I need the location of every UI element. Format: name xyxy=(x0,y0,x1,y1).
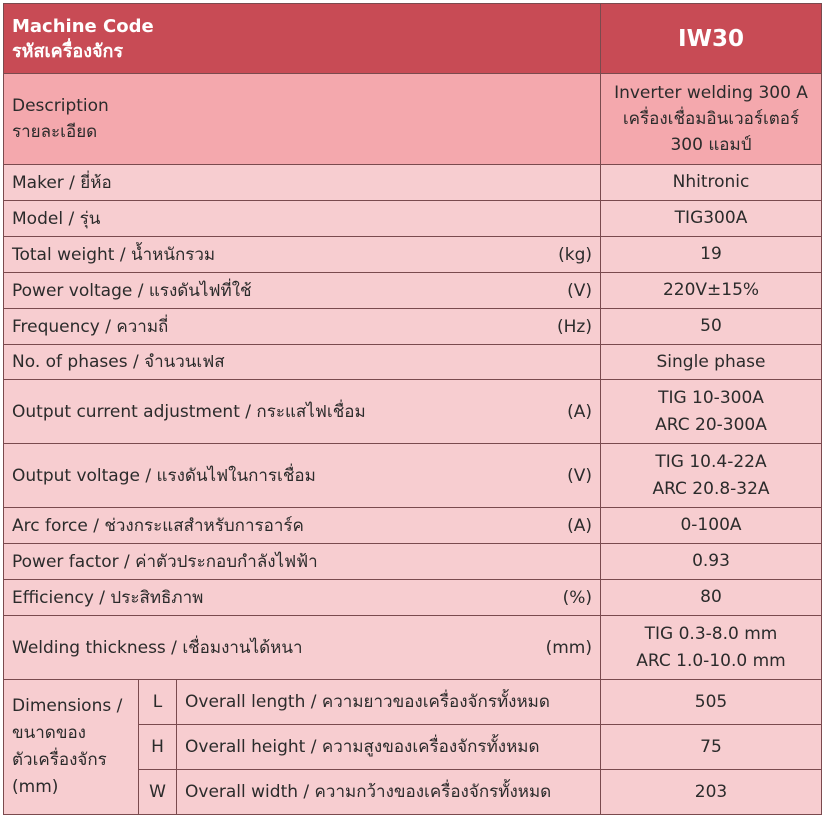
spec-value: Nhitronic xyxy=(601,165,822,201)
machine-code-label-en: Machine Code xyxy=(12,15,154,37)
spec-table xyxy=(3,3,822,815)
spec-value: 80 xyxy=(601,580,822,616)
spec-label xyxy=(4,616,601,680)
machine-code-label-th: รหัสเครื่องจักร xyxy=(12,40,124,62)
spec-value: 220V±15% xyxy=(601,273,822,309)
spec-value-line: TIG 0.3-8.0 mm xyxy=(644,623,778,644)
spec-value: 0.93 xyxy=(601,544,822,580)
spec-label-text: Output voltage / แรงดันไฟในการเชื่อม xyxy=(12,465,316,486)
dimension-row-length xyxy=(4,680,822,725)
machine-code-value: IW30 xyxy=(601,4,822,74)
spec-label xyxy=(4,273,601,309)
spec-label xyxy=(4,444,601,508)
spec-value-line: ARC 20-300A xyxy=(655,414,767,435)
spec-value-line: TIG 10-300A xyxy=(658,387,764,408)
spec-label-text: Power factor / ค่าตัวประกอบกำลังไฟฟ้า xyxy=(12,551,318,572)
spec-value-line: TIG 10.4-22A xyxy=(655,451,767,472)
spec-row-output-voltage xyxy=(4,444,822,508)
spec-value: Single phase xyxy=(601,345,822,380)
dimension-value: 505 xyxy=(601,680,822,725)
spec-row-phases xyxy=(4,345,822,380)
spec-value: 0-100A xyxy=(601,508,822,544)
spec-label-text: Model / รุ่น xyxy=(12,208,101,229)
spec-unit: (A) xyxy=(567,515,592,536)
dimension-value: 203 xyxy=(601,770,822,815)
spec-label xyxy=(4,309,601,345)
spec-value: 19 xyxy=(601,237,822,273)
dimension-value: 75 xyxy=(601,725,822,770)
dimension-key: H xyxy=(139,725,177,770)
spec-row-power-voltage xyxy=(4,273,822,309)
description-value-line: เครื่องเชื่อมอินเวอร์เตอร์ xyxy=(622,109,800,129)
spec-value: 50 xyxy=(601,309,822,345)
spec-value xyxy=(601,444,822,508)
spec-label-text: Efficiency / ประสิทธิภาพ xyxy=(12,587,204,608)
spec-row-frequency xyxy=(4,309,822,345)
spec-value xyxy=(601,380,822,444)
machine-code-label xyxy=(4,4,601,74)
spec-label xyxy=(4,345,601,380)
spec-label-text: Maker / ยี่ห้อ xyxy=(12,172,112,193)
description-label xyxy=(4,74,601,165)
spec-unit: (A) xyxy=(567,401,592,422)
spec-row-arc-force xyxy=(4,508,822,544)
spec-label xyxy=(4,165,601,201)
spec-row-model xyxy=(4,201,822,237)
description-row xyxy=(4,74,822,165)
spec-unit: (V) xyxy=(567,280,592,301)
spec-label xyxy=(4,380,601,444)
spec-label xyxy=(4,544,601,580)
dimension-label: Overall height / ความสูงของเครื่องจักรทั้งหมด xyxy=(177,725,601,770)
description-value xyxy=(601,74,822,165)
spec-label-text: Frequency / ความถี่ xyxy=(12,316,169,337)
spec-row-weight xyxy=(4,237,822,273)
dimension-label: Overall width / ความกว้างของเครื่องจักรทั้งหมด xyxy=(177,770,601,815)
dimensions-label-line: Dimensions / xyxy=(12,696,123,716)
spec-label xyxy=(4,237,601,273)
dimension-key: L xyxy=(139,680,177,725)
spec-unit: (kg) xyxy=(558,244,592,265)
spec-label xyxy=(4,580,601,616)
spec-label xyxy=(4,201,601,237)
spec-label xyxy=(4,508,601,544)
spec-label-text: Total weight / น้ำหนักรวม xyxy=(12,244,216,265)
spec-value-line: ARC 1.0-10.0 mm xyxy=(636,650,786,671)
description-value-line: Inverter welding 300 A xyxy=(614,83,808,103)
spec-row-welding-thickness xyxy=(4,616,822,680)
spec-unit: (Hz) xyxy=(557,316,592,337)
spec-row-power-factor xyxy=(4,544,822,580)
spec-value: TIG300A xyxy=(601,201,822,237)
spec-value xyxy=(601,616,822,680)
spec-unit: (%) xyxy=(562,587,592,608)
spec-row-output-current xyxy=(4,380,822,444)
spec-unit: (V) xyxy=(567,465,592,486)
description-value-line: 300 แอมป์ xyxy=(670,135,752,155)
spec-row-efficiency xyxy=(4,580,822,616)
spec-label-text: Output current adjustment / กระแสไฟเชื่อม xyxy=(12,401,366,422)
description-label-en: Description xyxy=(12,96,109,116)
spec-label-text: Arc force / ช่วงกระแสสำหรับการอาร์ค xyxy=(12,515,304,536)
dimensions-label-line: (mm) xyxy=(12,777,59,797)
spec-unit: (mm) xyxy=(545,637,592,658)
dimensions-label-line: ขนาดของ xyxy=(12,723,86,743)
spec-value-line: ARC 20.8-32A xyxy=(652,478,770,499)
spec-row-maker xyxy=(4,165,822,201)
description-label-th: รายละเอียด xyxy=(12,122,98,142)
dimensions-label-line: ตัวเครื่องจักร xyxy=(12,750,107,770)
spec-label-text: Power voltage / แรงดันไฟที่ใช้ xyxy=(12,280,252,301)
spec-label-text: Welding thickness / เชื่อมงานได้หนา xyxy=(12,637,303,658)
dimensions-label xyxy=(4,680,139,815)
spec-label-text: No. of phases / จำนวนเฟส xyxy=(12,352,225,372)
dimension-key: W xyxy=(139,770,177,815)
dimension-label: Overall length / ความยาวของเครื่องจักรทั้งหมด xyxy=(177,680,601,725)
header-row xyxy=(4,4,822,74)
